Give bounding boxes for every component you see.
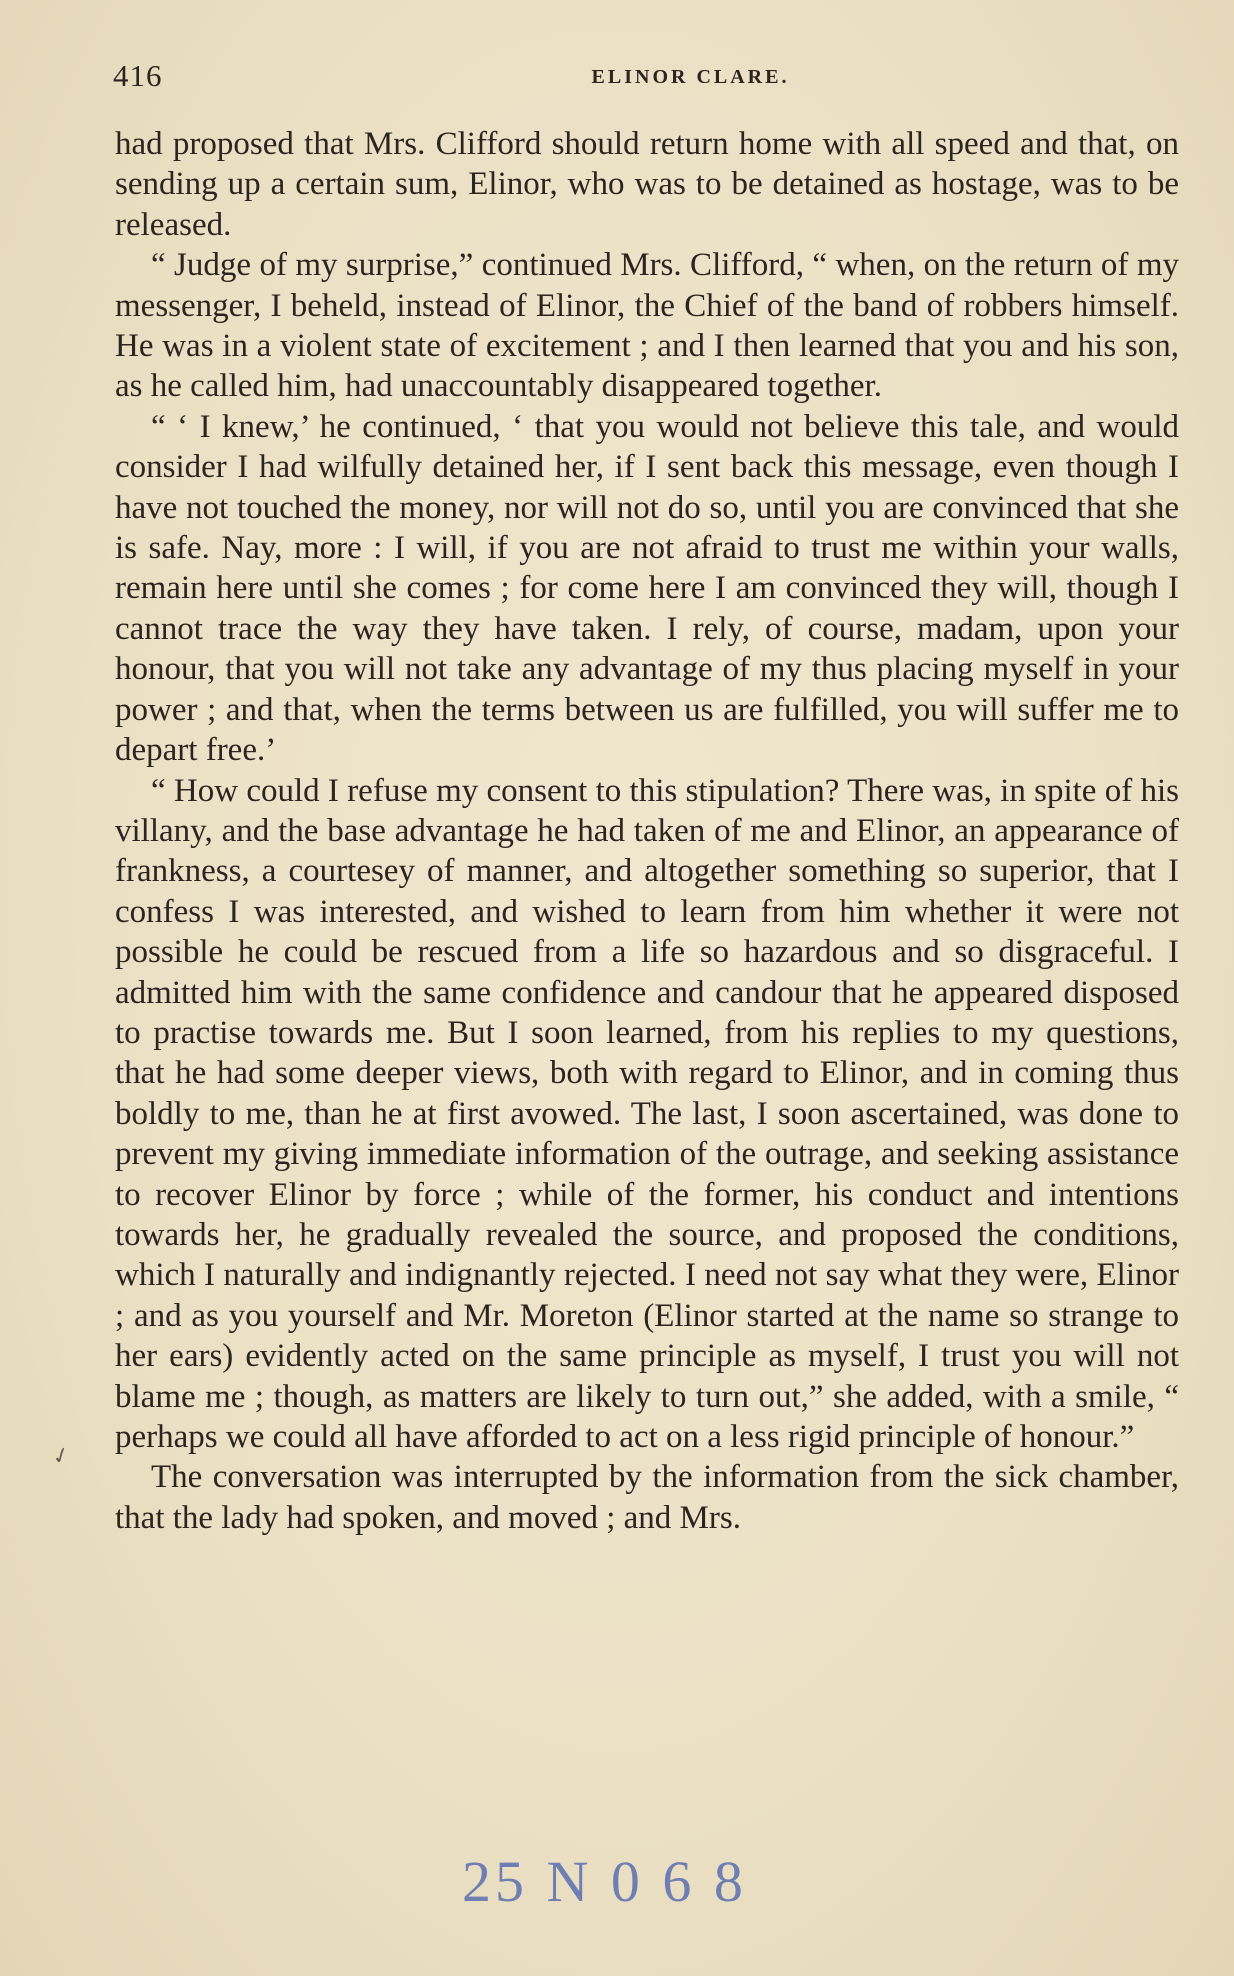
running-title: ELINOR CLARE.: [591, 66, 790, 88]
paragraph-4: “ How could I refuse my consent to this stipulation? There was, in spite of his villany, and the base advantage he had taken of me and Elinor, an appearance of frankness, a courtesey of manner, and altogether something so superior, that I confess I was interested, and wished to learn from him whether it were not possible he could be rescued from a life so hazardous and so disgraceful. I admitted him with the same confidence and candour that he appeared disposed to practise towards me. But I soon learned, from his replies to my questions, that he had some deeper views, both with regard to Elinor, and in coming thus boldly to me, than he at first avowed. The last, I soon ascertained, was done to prevent my giving immediate information of the outrage, and seeking assistance to recover Elinor by force ; while of the former, his conduct and intentions towards her, he gradually revealed the source, and proposed the conditions, which I naturally and indignantly rejected. I need not say what they were, Elinor ; and as you yourself and Mr. Moreton (Elinor started at the name so strange to her ears) evidently acted on the same principle as myself, I trust you will not blame me ; though, as matters are likely to turn out,” she added, with a smile, “ perhaps we could all have afforded to act on a less rigid principle of honour.”: [115, 772, 1179, 1455]
page-header: [113, 58, 1178, 98]
paragraph-1: had proposed that Mrs. Clifford should return home with all speed and that, on sending up a certain sum, Elinor, who was to be detained as hostage, was to be released.: [115, 126, 1179, 243]
body-text: [115, 124, 1179, 1538]
paragraph-5: The conversation was interrupted by the information from the sick chamber, that the lady had spoken, and moved ; and Mrs.: [115, 1459, 1179, 1536]
page-number: 416: [113, 58, 163, 93]
paragraph-2: “ Judge of my surprise,” continued Mrs. Clifford, “ when, on the return of my messenger, I beheld, instead of Elinor, the Chief of the band of robbers himself. He was in a violent state of excitement ; and I then learned that you and his son, as he called him, had unaccountably disappeared together.: [115, 247, 1179, 405]
paragraph-3: “ ‘ I knew,’ he continued, ‘ that you would not believe this tale, and would consider I had wilfully detained her, if I sent back this message, even though I have not touched the money, nor will not do so, until you are convinced that she is safe. Nay, more : I will, if you are not afraid to trust me within your walls, remain here until she comes ; for come here I am convinced they will, though I cannot trace the way they have taken. I rely, of course, madam, upon your honour, that you will not take any advantage of my thus placing myself in your power ; and that, when the terms between us are fulfilled, you will suffer me to depart free.’: [115, 408, 1179, 769]
pencil-margin-mark: ✓: [48, 1440, 74, 1471]
library-stamp: 25 N 0 6 8: [462, 1849, 747, 1914]
